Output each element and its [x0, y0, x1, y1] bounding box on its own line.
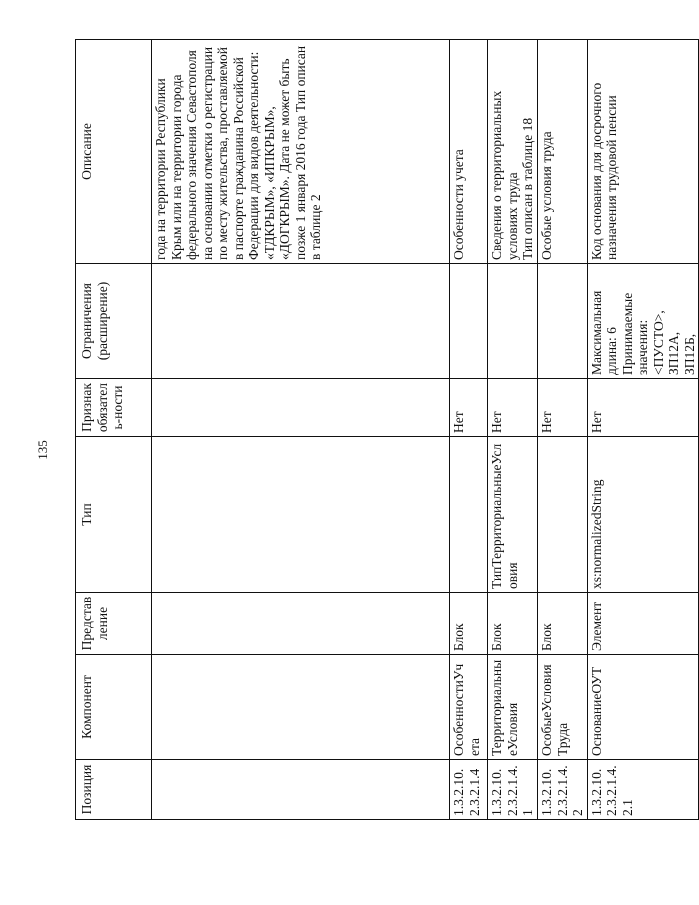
- header-component: Компонент: [76, 655, 152, 760]
- cell-representation: Блок: [488, 593, 538, 655]
- cell-description: года на территории Республики Крым или на территории города федерального значения Севастополя на основании отметки о регистрации по месту жительства, проставляемой в паспорте гражданина Российской Федерации для видов деятельности: «ТДКРЫМ», «ИПКРЫМ», «ДОГКРЫМ». Дата не может быть позже 1 января 2016 года Тип описан в таблице 2: [152, 40, 450, 264]
- header-type: Тип: [76, 437, 152, 593]
- data-table: [75, 39, 699, 820]
- table-row: [152, 40, 450, 820]
- table-row: [587, 40, 699, 820]
- header-position: Позиция: [76, 760, 152, 820]
- rotated-table-frame: [75, 40, 697, 820]
- cell-representation: Блок: [538, 593, 588, 655]
- cell-restrictions: [538, 264, 588, 379]
- cell-description: Сведения о территориальных условиях труда Тип описан в таблице 18: [488, 40, 538, 264]
- cell-position: 1.3.2.10.2.3.2.1.4.2.1: [587, 760, 699, 820]
- cell-type: ТипТерриториальныеУсловия: [488, 437, 538, 593]
- cell-description: Особые условия труда: [538, 40, 588, 264]
- cell-representation: [152, 593, 450, 655]
- table-row: [488, 40, 538, 820]
- table-row: [450, 40, 488, 820]
- cell-restrictions: [488, 264, 538, 379]
- cell-restrictions: Максимальная длина: 6 Принимаемые значения: <ПУСТО>, ЗП12А, ЗП12Б,: [587, 264, 699, 379]
- cell-component: [152, 655, 450, 760]
- cell-mandatory: [152, 379, 450, 437]
- cell-type: xs:normalizedString: [587, 437, 699, 593]
- cell-representation: Блок: [450, 593, 488, 655]
- cell-position: 1.3.2.10.2.3.2.1.4: [450, 760, 488, 820]
- cell-component: ОснованиеОУТ: [587, 655, 699, 760]
- cell-mandatory: Нет: [538, 379, 588, 437]
- cell-mandatory: Нет: [450, 379, 488, 437]
- header-representation: Представление: [76, 593, 152, 655]
- table-row: [538, 40, 588, 820]
- cell-representation: Элемент: [587, 593, 699, 655]
- cell-mandatory: Нет: [587, 379, 699, 437]
- page-number: 135: [35, 440, 50, 460]
- cell-component: ТерриториальныеУсловия: [488, 655, 538, 760]
- cell-position: [152, 760, 450, 820]
- cell-component: ОсобенностиУчета: [450, 655, 488, 760]
- cell-description: Особенности учета: [450, 40, 488, 264]
- cell-mandatory: Нет: [488, 379, 538, 437]
- header-restrictions: Ограничения (расширение): [76, 264, 152, 379]
- cell-restrictions: [152, 264, 450, 379]
- header-description: Описание: [76, 40, 152, 264]
- table-header-row: [76, 40, 152, 820]
- cell-type: [450, 437, 488, 593]
- cell-component: ОсобыеУсловияТруда: [538, 655, 588, 760]
- cell-position: 1.3.2.10.2.3.2.1.4.1: [488, 760, 538, 820]
- cell-description: Код основания для досрочного назначения трудовой пенсии: [587, 40, 699, 264]
- header-mandatory: Признак обязатель-ности: [76, 379, 152, 437]
- cell-restrictions: [450, 264, 488, 379]
- cell-type: [152, 437, 450, 593]
- cell-type: [538, 437, 588, 593]
- cell-position: 1.3.2.10.2.3.2.1.4.2: [538, 760, 588, 820]
